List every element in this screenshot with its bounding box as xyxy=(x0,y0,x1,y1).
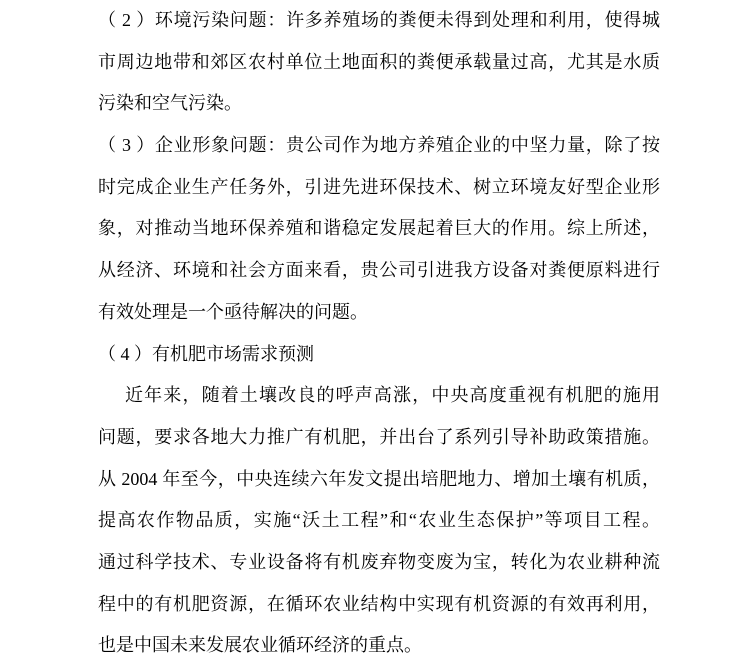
text-line: （ 2 ）环境污染问题：许多养殖场的粪便未得到处理和利用，使得城 xyxy=(98,10,660,30)
text-line: 通过科学技术、专业设备将有机废弃物变废为宝，转化为农业耕种流 xyxy=(98,551,660,572)
section-heading: （ 4 ）有机肥市场需求预测 xyxy=(98,343,314,364)
text-line: 从经济、环境和社会方面来看，贵公司引进我方设备对粪便原料进行 xyxy=(98,260,660,281)
section-heading-organic-fertilizer-demand xyxy=(98,334,660,376)
text-line: （ 3 ）企业形象问题：贵公司作为地方养殖企业的中坚力量，除了按 xyxy=(98,135,660,156)
text-line: 也是中国未来发展农业循环经济的重点。 xyxy=(98,635,422,656)
text-line: 近年来，随着土壤改良的呼声高涨，中央高度重视有机肥的施用 xyxy=(125,385,660,406)
text-line: 提高农作物品质，实施“沃土工程”和“农业生态保护”等项目工程。 xyxy=(98,510,660,531)
text-line: 污染和空气污染。 xyxy=(98,93,242,114)
text-line: 问题，要求各地大力推广有机肥，并出台了系列引导补助政策措施。 xyxy=(98,426,660,447)
text-line: 从 2004 年至今，中央连续六年发文提出培肥地力、增加土壤有机质， xyxy=(98,468,660,489)
text-line: 时完成企业生产任务外，引进先进环保技术、树立环境友好型企业形 xyxy=(98,176,660,197)
paragraph-environmental-pollution xyxy=(98,0,660,125)
paragraph-organic-fertilizer-market xyxy=(98,375,660,667)
paragraph-corporate-image xyxy=(98,125,660,333)
text-line: 市周边地带和郊区农村单位土地面积的粪便承载量过高，尤其是水质 xyxy=(98,51,660,72)
text-line: 有效处理是一个亟待解决的问题。 xyxy=(98,301,368,322)
text-line: 象，对推动当地环保养殖和谐稳定发展起着巨大的作用。综上所述， xyxy=(98,218,660,239)
document-page xyxy=(98,0,660,667)
text-line: 程中的有机肥资源，在循环农业结构中实现有机资源的有效再利用， xyxy=(98,593,660,614)
